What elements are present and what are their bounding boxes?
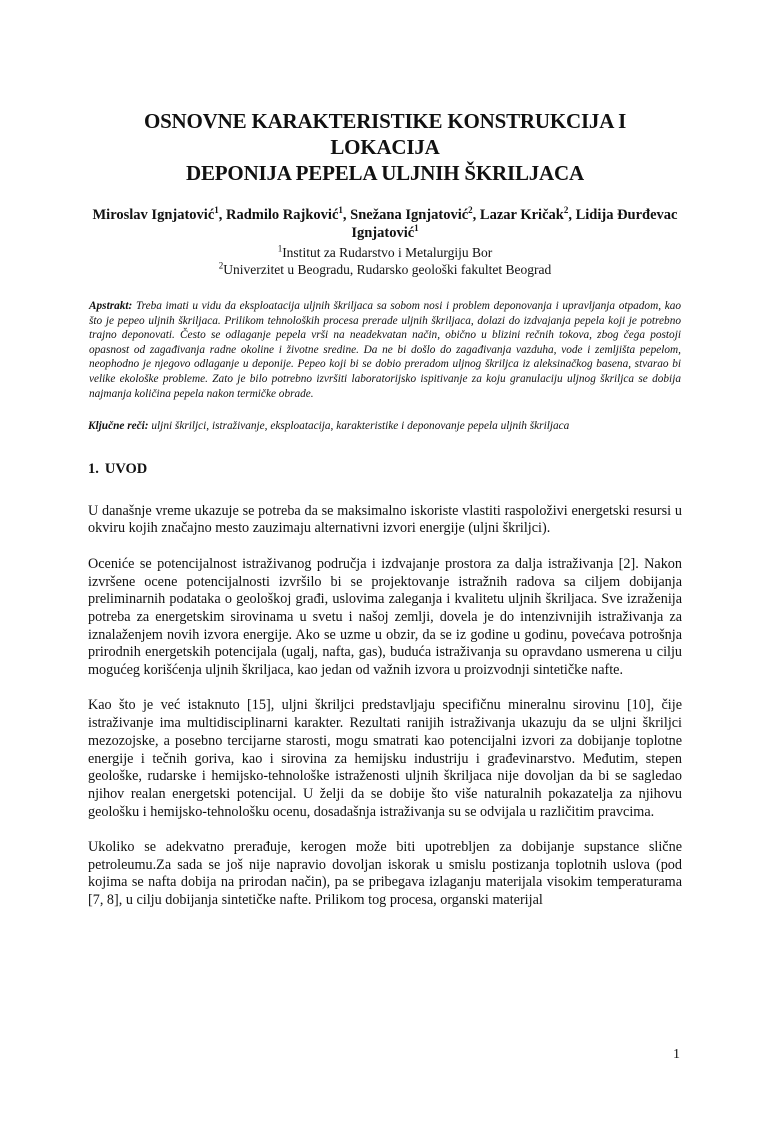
title-line-1: OSNOVNE KARAKTERISTIKE KONSTRUKCIJA I LOKACIJA bbox=[143, 109, 627, 159]
author-separator: , bbox=[342, 207, 351, 223]
author-name: Lazar Kričak bbox=[479, 207, 564, 223]
author-affiliation-mark: 1 bbox=[338, 205, 343, 216]
author-name: Lidija Đurđevac Ignjatović bbox=[351, 207, 678, 241]
body-paragraph: U današnje vreme ukazuje se potreba da se maksimalno iskoriste vlastiti raspoloživi energetski resursi u okviru kojih značajno mesto zauzimaju alternativni izvori energije (uljni škriljci). bbox=[88, 502, 682, 537]
affiliation-text: Univerzitet u Beogradu, Rudarsko geološki fakultet Beograd bbox=[223, 262, 552, 277]
author-affiliation-mark: 1 bbox=[414, 223, 419, 234]
author-separator: , bbox=[568, 207, 576, 223]
author-name: Miroslav Ignjatović bbox=[92, 207, 215, 223]
affiliation-text: Institut za Rudarstvo i Metalurgiju Bor bbox=[282, 245, 493, 260]
author-separator: , bbox=[472, 207, 480, 223]
title-line-2: DEPONIJA PEPELA ULJNIH ŠKRILJACA bbox=[186, 161, 584, 185]
keywords-label: Ključne reči: bbox=[88, 420, 149, 433]
author-list bbox=[88, 206, 682, 242]
affiliation-number: 2 bbox=[218, 260, 224, 271]
page-number: 1 bbox=[673, 1047, 680, 1062]
abstract-label: Apstrakt: bbox=[89, 300, 133, 312]
author-separator: , bbox=[218, 207, 227, 223]
abstract-text: Treba imati u vidu da eksploatacija uljnih škriljaca sa sobom nosi i problem deponovanja i upravljanja otpadom, kao što je pepeo uljnih škriljaca. Prilikom tehnoloških procesa prerade uljnih škriljaca, dolazi do izdvajanja pepela koji je potrebno trajno deponovati. Često se odlaganje pepela vrši na neadekvatan način, obično u blizini rečnih tokova, zbog čega postoji opasnost od zagađivanja radne okoline i životne sredine. Da ne bi došlo do zagađivanja vazduha, vode i zemljišta pepelom, neophodno je njegovo odlaganje u deponije. Pepeo koji bi se dobio preradom uljnog škriljca iz aleksinačkog basena, stvarao bi velike ekološke probleme. Zato je bilo potrebno izvršiti laboratorijsko ispitivanje za koju granulaciju uljnog škriljca se dobija najmanja količina pepela nakon termičke obrade. bbox=[89, 300, 682, 400]
affiliation bbox=[88, 244, 682, 261]
body-paragraph: Kao što je već istaknuto [15], uljni škriljci predstavljaju specifičnu mineralnu sirovinu [10], čije istraživanje ima multidisciplinarni karakter. Rezultati ranijih istraživanja ukazuju da se uljni škriljci mezozojske, a posebno tercijarne starosti, mogu smatrati kao potencijalni izvori za dobijanje toplotne energije i tečnih goriva, kao i sirovina za hemijsku industriju i građevinarstvo. Međutim, stepen geološke, rudarske i hemijsko-tehnološke istraženosti uljnih škriljaca nije dovoljan da bi se sagledao njihov realan energetski potencijal. U želji da se dobije što više naturalnih pokazatelja za njihovu geološku i hemijsko-tehnološku ocenu, dosadašnja istraživanja su se odvijala u različitim pravcima. bbox=[88, 697, 682, 820]
author-affiliation-mark: 2 bbox=[563, 205, 569, 216]
section-heading bbox=[88, 460, 682, 478]
author-affiliation-mark: 2 bbox=[468, 205, 473, 216]
keywords-text: uljni škriljci, istraživanje, eksploatacija, karakteristike i deponovanje pepela uljnih škriljaca bbox=[151, 420, 570, 433]
affiliation-number: 1 bbox=[277, 243, 283, 254]
paper-title bbox=[88, 108, 682, 186]
author-affiliation-mark: 1 bbox=[214, 205, 219, 216]
body-paragraph: Oceniće se potencijalnost istraživanog područja i izdvajanje prostora za dalja istraživanja [2]. Nakon izvršene ocene potencijalnosti izvršilo bi se projektovanje istražnih radova sa ciljem dobijanja preliminarnih podataka o geološkoj građi, uslovima zaleganja i kvalitetu uljnih škriljaca. Sve izraženija potreba za energetskim sirovinama u svetu i našoj zemlji, dovela je do intenzivnijih istraživanja za iznalaženjem novih izvora energije. Ako se uzme u obzir, da se iz godine u godinu, povećava potrošnja prirodnih energetskih potencijala (ugalj, nafta, gas), buduća istraživanja su opravdano usmerena u cilju mogućeg korišćenja uljnih škriljaca, kao jedan od važnih izvora u proizvodnji sintetičke nafte. bbox=[88, 555, 682, 679]
section-title: UVOD bbox=[104, 460, 148, 477]
affiliation bbox=[88, 261, 682, 278]
abstract bbox=[88, 299, 682, 401]
author-name: Radmilo Rajković bbox=[226, 207, 339, 223]
section-number: 1. bbox=[88, 460, 99, 477]
body-paragraph: Ukoliko se adekvatno prerađuje, kerogen može biti upotrebljen za dobijanje supstance slične petroleumu.Za sada se još nije napravio dovoljan iskorak u smislu postizanja toplotnih uslova (pod kojima se nafta dobija na prirodan način), pa se pribegava izlaganju materijala visokim temperaturama [7, 8], u cilju dobijanja sintetičke nafte. Prilikom tog procesa, organski materijal bbox=[88, 839, 682, 909]
author-name: Snežana Ignjatović bbox=[350, 207, 469, 223]
document-page bbox=[0, 108, 768, 1132]
keywords bbox=[88, 419, 682, 434]
